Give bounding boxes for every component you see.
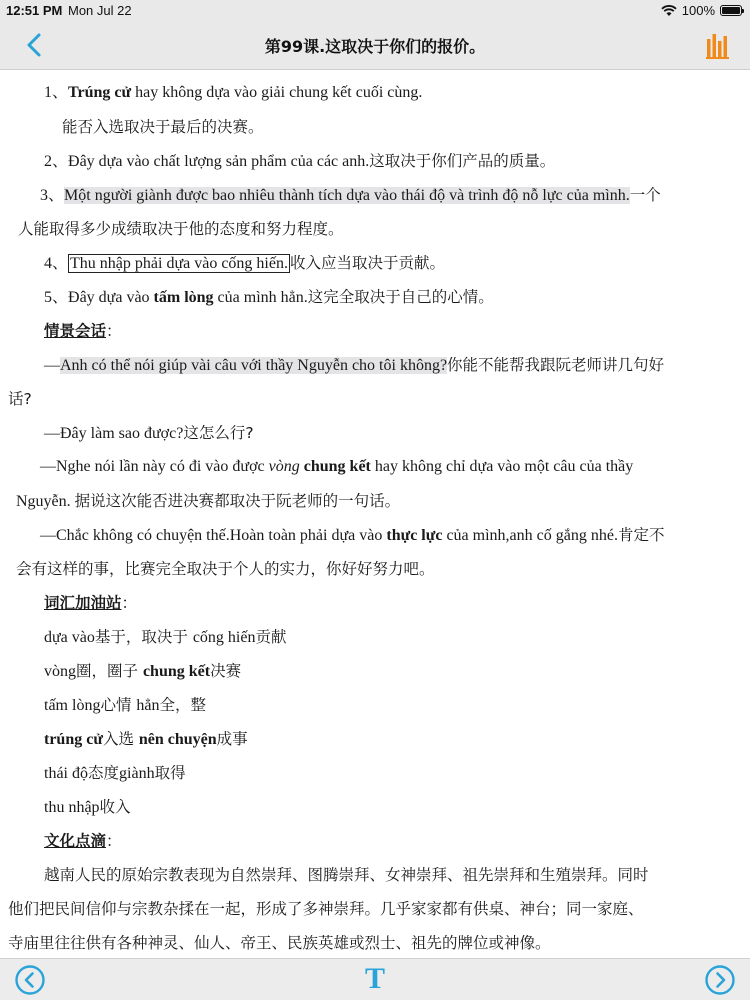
sentence-1-translation: 能否入选取决于最后的决赛。: [62, 118, 264, 136]
selected-sentence[interactable]: Thu nhập phải dựa vào cống hiến.: [70, 255, 288, 272]
vocab-word: dựa vào: [44, 629, 95, 646]
vocab-meaning: 取得: [154, 764, 186, 782]
sentence-translation: 这怎么行?: [183, 424, 254, 442]
battery-fill: [722, 7, 740, 14]
sentence-2: [44, 150, 555, 173]
vocab-word: cống hiến: [192, 629, 256, 646]
sentence-number: 3、: [40, 187, 65, 204]
dialog-line-1: [44, 354, 664, 377]
sentence-translation: 这完全取决于自己的心情。: [307, 288, 494, 306]
dialog-section-heading: [44, 320, 122, 343]
sentence-text: Nghe nói lần này có đi vào được: [56, 458, 269, 475]
vocab-word: thái độ: [44, 765, 88, 782]
sentence-text: của mình,anh cố gắng nhé.: [442, 527, 618, 544]
culture-paragraph-line: 越南人民的原始宗教表现为自然崇拜、图腾崇拜、女神崇拜、祖先崇拜和生殖崇拜。同时: [44, 866, 649, 884]
vocab-row-6: [44, 796, 131, 819]
section-title: 词汇加油站: [44, 594, 122, 612]
sentence-text: Nguyễn.: [16, 493, 75, 510]
vocab-word: chung kết: [142, 663, 211, 680]
sentence-number: 2、: [44, 153, 69, 170]
sentence-text: của mình hẳn.: [213, 289, 308, 306]
vocab-word: tấm lòng: [44, 697, 101, 714]
vocab-row-1: [44, 626, 286, 649]
dialog-line-2: [44, 422, 254, 445]
status-right: [661, 3, 742, 18]
heading-colon: ：: [106, 832, 122, 850]
vocab-highlight: thực lực: [386, 527, 443, 544]
battery-icon: [720, 5, 742, 16]
sentence-translation: 肯定不: [617, 526, 665, 544]
section-title: 情景会话: [44, 322, 107, 340]
vocab-row-5: [44, 762, 186, 785]
vocab-meaning: 基于，取决于: [94, 628, 193, 646]
vocab-meaning: 决赛: [210, 662, 242, 680]
culture-section-heading: [44, 830, 122, 853]
circle-chevron-right-icon[interactable]: [704, 964, 736, 996]
vocab-row-2: [44, 660, 241, 683]
battery-percent: 100%: [681, 3, 715, 18]
section-title: 文化点滴: [44, 832, 107, 850]
dialog-line-4-cont: 会有这样的事，比赛完全取决于个人的实力，你好好努力吧。: [16, 560, 435, 578]
sentence-translation: 你能不能帮我跟阮老师讲几句好: [447, 356, 665, 374]
sentence-4: [44, 252, 445, 275]
vocab-italic: vòng: [268, 458, 300, 475]
sentence-number: 1、: [44, 84, 69, 101]
sentence-text: hay không dựa vào giải chung kết cuối cùng.: [131, 84, 423, 101]
sentence-3-translation: 人能取得多少成绩取决于他的态度和努力程度。: [18, 220, 344, 238]
vocab-meaning: 心情: [100, 696, 137, 714]
status-date: Mon Jul 22: [68, 3, 132, 18]
dialog-line-1-cont: 话?: [8, 390, 32, 408]
sentence-text: Đây dựa vào chất lượng sản phẩm của các anh.: [68, 153, 370, 170]
lesson-content: [0, 70, 750, 958]
font-size-button[interactable]: T: [364, 962, 385, 995]
dialog-dash: —: [40, 527, 56, 544]
audio-bars-icon[interactable]: [706, 31, 732, 59]
highlighted-sentence[interactable]: Anh có thể nói giúp vài câu với thầy Nguyễn cho tôi không?: [60, 357, 448, 374]
sentence-text: Đây làm sao được?: [60, 425, 184, 442]
dialog-line-3-cont: [16, 490, 400, 513]
vocab-word: thu nhập: [44, 799, 100, 816]
vocab-word: hẳn: [136, 697, 160, 714]
vocab-row-3: [44, 694, 206, 717]
dialog-line-3: [40, 456, 633, 478]
vocab-section-heading: [44, 592, 137, 615]
vocab-meaning: 贡献: [255, 628, 287, 646]
dialog-dash: —: [44, 357, 60, 374]
sentence-translation: 据说这次能否进决赛都取决于阮老师的一句话。: [74, 492, 401, 510]
sentence-1: [44, 82, 422, 104]
highlighted-sentence[interactable]: Một người giành được bao nhiêu thành tích dựa vào thái độ và trình độ nỗ lực của mình.: [64, 187, 630, 204]
dialog-dash: —: [44, 425, 60, 442]
vocab-meaning: 成事: [216, 730, 248, 748]
sentence-number: 4、: [44, 255, 69, 272]
vocab-meaning: 态度: [88, 764, 120, 782]
sentence-translation: 收入应当取决于贡献。: [289, 254, 445, 272]
vocab-meaning: 入选: [102, 730, 139, 748]
vocab-highlight: Trúng cử: [68, 84, 132, 101]
vocab-word: nên chuyện: [138, 731, 217, 748]
vocab-meaning: 圈，圈子: [76, 662, 143, 680]
sentence-5: [44, 286, 494, 309]
wifi-icon: [661, 5, 677, 17]
circle-chevron-left-icon[interactable]: [14, 964, 46, 996]
vocab-meaning: 收入: [99, 798, 131, 816]
heading-colon: ：: [121, 594, 138, 612]
status-time: 12:51 PM: [6, 3, 63, 18]
sentence-translation: 一个: [629, 186, 661, 204]
status-bar: [0, 0, 750, 20]
heading-colon: ：: [106, 322, 122, 340]
sentence-text: hay không chỉ dựa vào một câu của thầy: [370, 458, 634, 475]
sentence-text: Đây dựa vào: [68, 289, 154, 306]
vocab-meaning: 全，整: [159, 696, 206, 714]
culture-paragraph-line: 寺庙里往往供有各种神灵、仙人、帝王、民族英雄或烈士、祖先的牌位或神像。: [8, 934, 551, 952]
bottom-toolbar: [0, 958, 750, 1000]
page-title: 第99课.这取决于你们的报价。: [264, 37, 486, 56]
vocab-word: vòng: [44, 663, 76, 680]
dialog-dash: —: [40, 458, 56, 475]
nav-bar: [0, 20, 750, 70]
vocab-highlight: chung kết: [299, 458, 371, 475]
vocab-highlight: tấm lòng: [153, 289, 214, 306]
vocab-word: trúng cử: [44, 731, 103, 748]
dialog-line-4: [40, 524, 664, 547]
vocab-row-4: [44, 728, 248, 751]
sentence-translation: 这取决于你们产品的质量。: [369, 152, 556, 170]
sentence-text: Chắc không có chuyện thế.Hoàn toàn phải dựa vào: [56, 527, 387, 544]
sentence-3: [40, 184, 661, 207]
sentence-number: 5、: [44, 289, 69, 306]
vocab-word: giành: [119, 765, 155, 782]
culture-paragraph-line: 他们把民间信仰与宗教杂揉在一起，形成了多神崇拜。几乎家家都有供桌、神台；同一家庭、: [8, 900, 644, 918]
